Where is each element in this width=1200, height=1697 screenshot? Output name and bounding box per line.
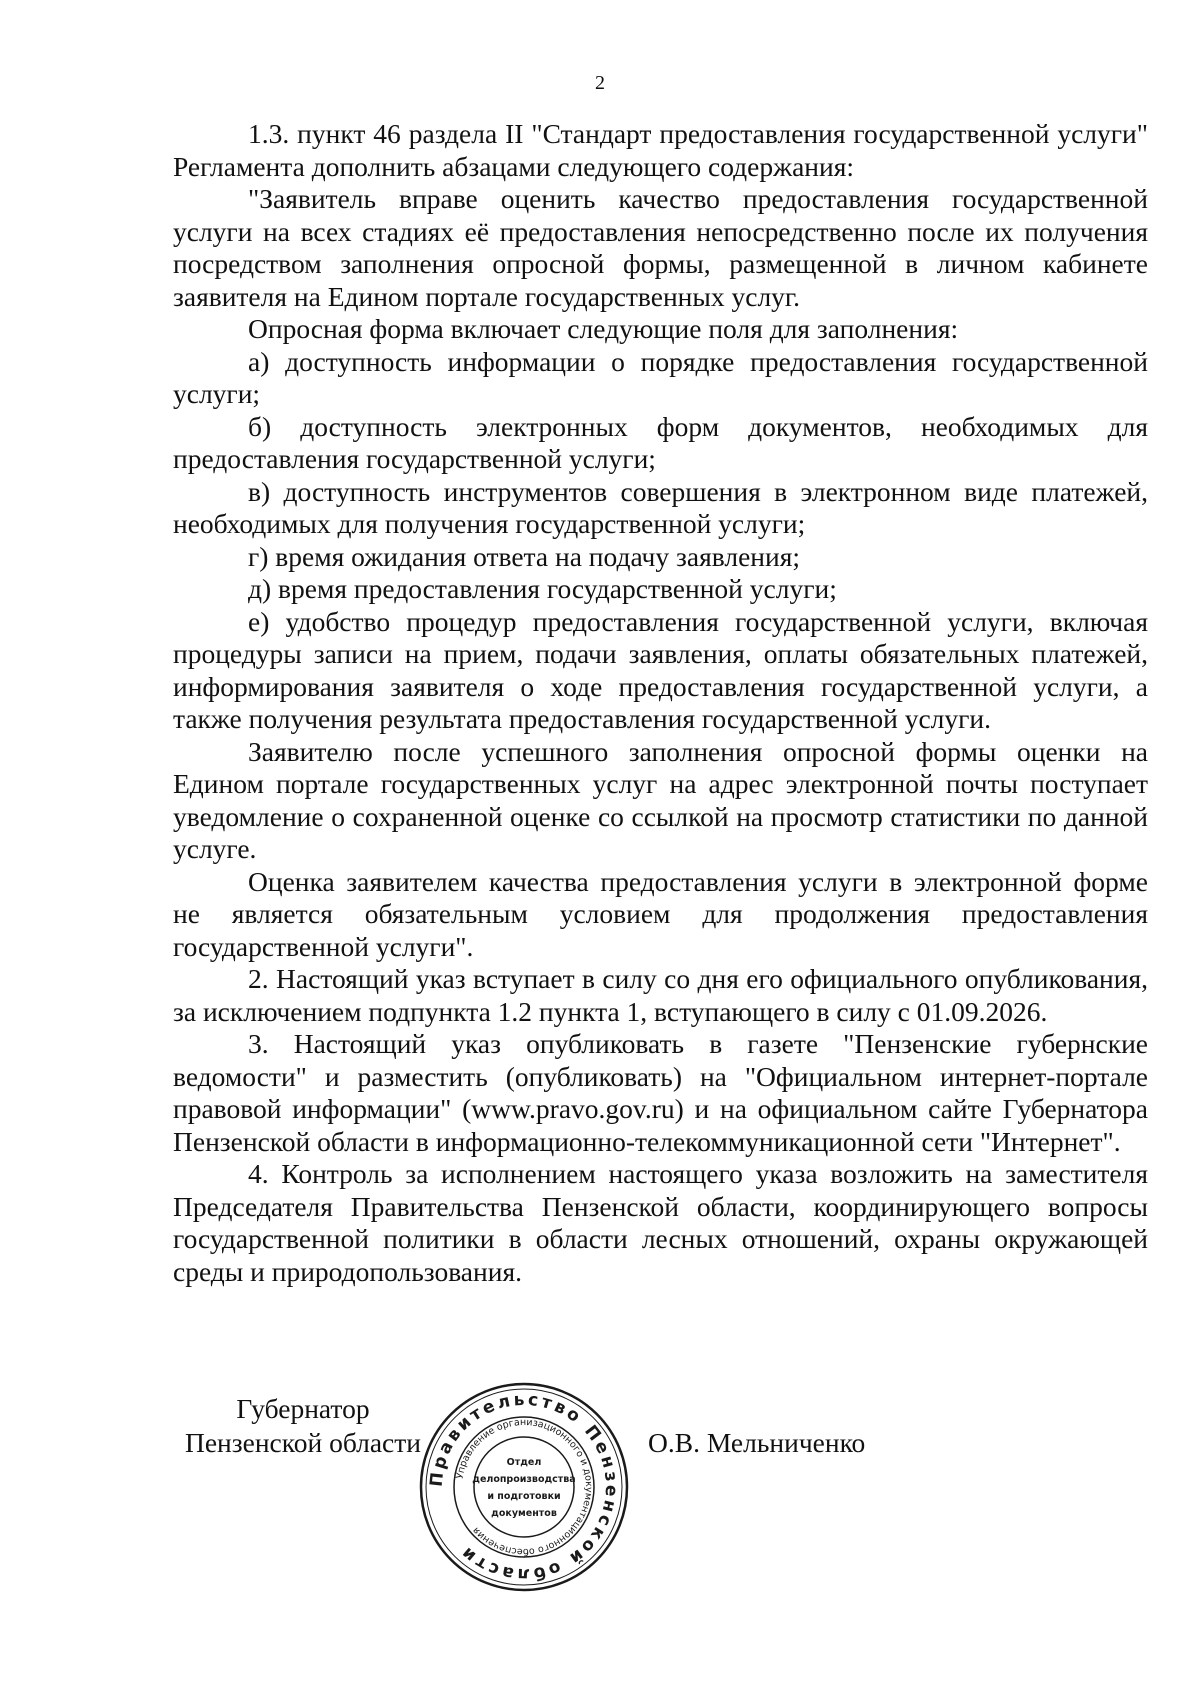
paragraph: е) удобство процедур предоставления государственной услуги, включая процедуры записи на прием, подачи заявления, оплаты обязательных платежей, информирования заявителя о ходе предоставления государственной услуги, а также получения результата предоставления государственной услуги. — [173, 605, 1148, 734]
paragraph: 3. Настоящий указ опубликовать в газете "Пензенские губернские ведомости" и разместить (опубликовать) на "Официальном интернет-портале правовой информации" (www.pravo.gov.ru) и на официальном сайте Губернатора Пензенской области в информационно-телекоммуникационной сети "Интернет". — [173, 1028, 1148, 1157]
seal-inner-ring — [474, 1437, 574, 1537]
paragraph: "Заявитель вправе оценить качество предоставления государственной услуги на всех стадиях её предоставления непосредственно после их получения посредством заполнения опросной формы, размещенной в личном кабинете заявителя на Едином портале государственных услуг. — [173, 183, 1148, 312]
seal-center-text: документов — [491, 1508, 557, 1519]
seal-center-text: Отдел — [506, 1457, 542, 1468]
paragraph: б) доступность электронных форм документов, необходимых для предоставления государственной услуги; — [173, 410, 1148, 474]
paragraph: 4. Контроль за исполнением настоящего указа возложить на заместителя Председателя Правительства Пензенской области, координирующего вопросы государственной политики в области лесных отношений, охраны окружающей среды и природопользования. — [173, 1158, 1148, 1287]
seal-center-text: и подготовки — [487, 1491, 561, 1502]
signature-block — [0, 1380, 1200, 1630]
seal-outer-ring — [421, 1384, 627, 1590]
paragraph: Оценка заявителем качества предоставления услуги в электронной форме не является обязательным условием для продолжения предоставления государственной услуги". — [173, 865, 1148, 962]
signatory-position — [178, 1392, 428, 1460]
paragraph: Заявителю после успешного заполнения опросной формы оценки на Едином портале государственных услуг на адрес электронной почты поступает уведомление о сохраненной оценке со ссылкой на просмотр статистики по данной услуге. — [173, 735, 1148, 864]
page-number: 2 — [595, 72, 605, 94]
paragraph: в) доступность инструментов совершения в электронном виде платежей, необходимых для получения государственной услуги; — [173, 475, 1148, 539]
seal-inner-text-path: Управление организационного и документационного обеспечения — [454, 1416, 595, 1558]
paragraph: 1.3. пункт 46 раздела II "Стандарт предоставления государственной услуги" Регламента дополнить абзацами следующего содержания: — [173, 118, 1148, 182]
seal-center-text: делопроизводства — [472, 1474, 576, 1485]
paragraph: д) время предоставления государственной услуги; — [248, 573, 837, 604]
paragraph: а) доступность информации о порядке предоставления государственной услуги; — [173, 345, 1148, 409]
seal-outer-text-path: Правительство Пензенской области — [426, 1389, 622, 1585]
signatory-position-line: Губернатор — [236, 1393, 370, 1424]
document-body — [173, 118, 1148, 1288]
signatory-name: О.В. Мельниченко — [648, 1427, 866, 1458]
signatory-position-line: Пензенской области — [184, 1427, 421, 1458]
paragraph: Опросная форма включает следующие поля для заполнения: — [248, 313, 959, 344]
paragraph: 2. Настоящий указ вступает в силу со дня его официального опубликования, за исключением подпункта 1.2 пункта 1, вступающего в силу с 01.09.2026. — [173, 963, 1148, 1027]
official-seal — [417, 1380, 631, 1594]
paragraph: г) время ожидания ответа на подачу заявления; — [248, 540, 801, 572]
